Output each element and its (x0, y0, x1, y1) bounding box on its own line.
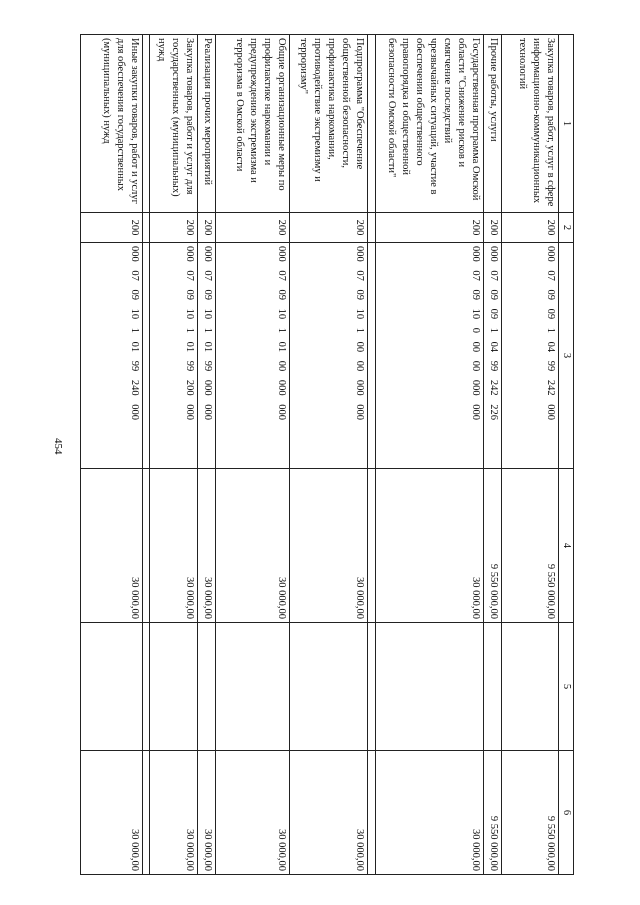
row-name: Прочие работы, услуги (483, 35, 501, 213)
row-name: Закупка товаров, работ и услуг для государственных (муниципальных) нужд (149, 35, 197, 213)
col-header-1: 1 (559, 35, 574, 213)
spacer-cell (142, 35, 149, 213)
table-spacer-row (368, 35, 375, 875)
budget-table (80, 34, 574, 875)
row-col6: 9 550 000,00 (501, 751, 558, 875)
table-spacer-row (142, 35, 149, 875)
table-row (501, 35, 558, 875)
spacer-cell (368, 213, 375, 243)
row-col6: 30 000,00 (81, 751, 143, 875)
row-code: 000 07 09 10 1 00 00 000 000 (289, 243, 367, 469)
row-col6: 30 000,00 (375, 751, 483, 875)
row-col6: 9 550 000,00 (483, 751, 501, 875)
col-header-4: 4 (559, 469, 574, 623)
row-name: Реализация прочих мероприятий (197, 35, 215, 213)
row-col4: 30 000,00 (375, 469, 483, 623)
row-col2: 200 (149, 213, 197, 243)
row-code: 000 07 09 10 1 01 99 240 000 (81, 243, 143, 469)
row-col4: 30 000,00 (81, 469, 143, 623)
row-col4: 30 000,00 (215, 469, 289, 623)
row-col4: 30 000,00 (197, 469, 215, 623)
col-header-6: 6 (559, 751, 574, 875)
col-header-2: 2 (559, 213, 574, 243)
table-row (197, 35, 215, 875)
row-col2: 200 (483, 213, 501, 243)
row-code: 000 07 09 10 1 01 99 200 000 (149, 243, 197, 469)
table-row (215, 35, 289, 875)
row-name: Иные закупки товаров, работ и услуг для обеспечения государственных (муниципальных) нужд (81, 35, 143, 213)
row-col4: 30 000,00 (149, 469, 197, 623)
table-row (289, 35, 367, 875)
row-code: 000 07 09 09 1 04 99 242 000 (501, 243, 558, 469)
row-col5 (215, 623, 289, 751)
row-col2: 200 (289, 213, 367, 243)
row-name: Подпрограмма "Обеспечение общественной безопасности, профилактика наркомании, противодействие экстремизму и терроризму" (289, 35, 367, 213)
row-col2: 200 (215, 213, 289, 243)
row-col5 (81, 623, 143, 751)
row-code: 000 07 09 10 0 00 00 000 000 (375, 243, 483, 469)
row-name: Закупка товаров, работ, услуг в сфере информационно-коммуникационных технологий (501, 35, 558, 213)
page-number: 454 (52, 438, 64, 455)
spacer-cell (142, 751, 149, 875)
row-col6: 30 000,00 (289, 751, 367, 875)
spacer-cell (368, 35, 375, 213)
row-col4: 30 000,00 (289, 469, 367, 623)
rotated-table-container (80, 34, 574, 874)
row-col5 (375, 623, 483, 751)
col-header-3: 3 (559, 243, 574, 469)
table-row (483, 35, 501, 875)
row-code: 000 07 09 10 1 01 99 000 000 (197, 243, 215, 469)
spacer-cell (142, 213, 149, 243)
row-name: Государственная программа Омской области "Снижение рисков и смягчение последствий чрезвычайных ситуаций, участие в обеспечении общественного правопорядка и общественной безопасности Омской области" (375, 35, 483, 213)
row-col2: 200 (501, 213, 558, 243)
spacer-cell (142, 623, 149, 751)
table-row (375, 35, 483, 875)
table-row (81, 35, 143, 875)
table-row (149, 35, 197, 875)
row-col2: 200 (81, 213, 143, 243)
row-col6: 30 000,00 (215, 751, 289, 875)
row-col5 (149, 623, 197, 751)
spacer-cell (368, 751, 375, 875)
row-col5 (501, 623, 558, 751)
col-header-5: 5 (559, 623, 574, 751)
row-col2: 200 (197, 213, 215, 243)
header-row (559, 35, 574, 875)
row-col5 (483, 623, 501, 751)
spacer-cell (142, 243, 149, 469)
spacer-cell (142, 469, 149, 623)
row-col4: 9 550 000,00 (501, 469, 558, 623)
row-col5 (197, 623, 215, 751)
row-col6: 30 000,00 (149, 751, 197, 875)
spacer-cell (368, 469, 375, 623)
row-code: 000 07 09 09 1 04 99 242 226 (483, 243, 501, 469)
spacer-cell (368, 623, 375, 751)
row-name: Общие организационные меры по профилактике наркомании и предупреждению экстремизма и терроризма в Омской области (215, 35, 289, 213)
row-col6: 30 000,00 (197, 751, 215, 875)
row-col5 (289, 623, 367, 751)
row-col2: 200 (375, 213, 483, 243)
row-col4: 9 550 000,00 (483, 469, 501, 623)
spacer-cell (368, 243, 375, 469)
row-code: 000 07 09 10 1 01 00 000 000 (215, 243, 289, 469)
